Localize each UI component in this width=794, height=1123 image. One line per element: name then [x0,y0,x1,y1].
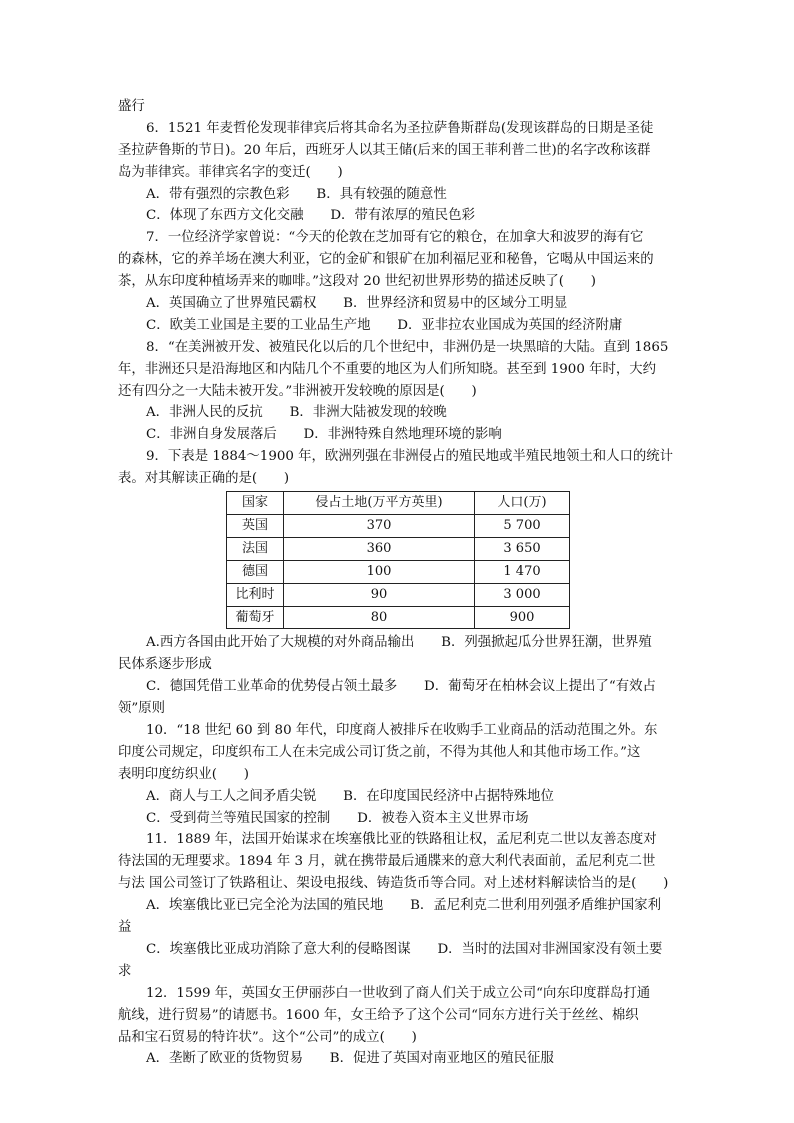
text-line: A．埃塞俄比亚已完全沦为法国的殖民地 B．孟尼利克二世利用列强矛盾维护国家利 [146,898,661,914]
text-line: 7．一位经济学家曾说：“今天的伦敦在芝加哥有它的粮仓，在加拿大和波罗的海有它 [146,230,644,246]
text-line: 的森林，它的养羊场在澳大利亚，它的金矿和银矿在加利福尼亚和秘鲁，它喝从中国运来的 [118,252,654,268]
table-cell: 1 470 [475,560,570,583]
header-country: 国家 [227,492,284,515]
text-line: C．欧美工业国是主要的工业品生产地 D．亚非拉农业国成为英国的经济附庸 [146,317,623,333]
text-line: 盛行 [118,99,145,114]
table-cell: 英国 [227,514,284,537]
table-cell: 5 700 [475,514,570,537]
table-cell: 80 [284,606,475,629]
text-line: C．埃塞俄比亚成功消除了意大利的侵略图谋 D．当时的法国对非洲国家没有领土要 [146,941,663,957]
table-cell: 比利时 [227,583,284,606]
text-line: 9．下表是 1884～1900 年，欧洲列强在非洲侵占的殖民地或半殖民地领土和人口的统计 [146,449,674,465]
text-line: 11．1889 年，法国开始谋求在埃塞俄比亚的铁路租让权，孟尼利克二世以友善态度对 [146,832,657,848]
table-row [227,583,570,606]
text-line: 还有四分之一大陆未被开发。”非洲被开发较晚的原因是( ) [118,383,477,399]
text-line: 待法国的无理要求。1894 年 3 月，就在携带最后通牒来的意大利代表面前，孟尼利克二世 [118,854,656,870]
table-cell: 葡萄牙 [227,606,284,629]
text-line: A．英国确立了世界殖民霸权 B．世界经济和贸易中的区域分工明显 [146,296,568,312]
table-cell: 90 [284,583,475,606]
text-line: 表明印度纺织业( ) [118,766,249,782]
text-line: 年，非洲还只是沿海地区和内陆几个不重要的地区为人们所知晓。甚至到 1900 年时，大约 [118,361,657,377]
text-line: 求 [118,963,132,979]
table-cell: 德国 [227,560,284,583]
text-line: C．非洲自身发展落后 D．非洲特殊自然地理环境的影响 [146,427,502,443]
text-line: 印度公司规定，印度织布工人在未完成公司订货之前，不得为其他人和其他市场工作。”这 [118,744,641,760]
table-header-row [227,492,570,515]
text-line: 品和宝石贸易的特许状”。这个“公司”的成立( ) [118,1029,417,1045]
text-line: 圣拉萨鲁斯的节日)。20 年后，西班牙人以其王储(后来的国王菲利普二世)的名字改称该群 [118,142,651,158]
table-body [227,514,570,629]
questions-9-to-12 [118,632,678,1070]
colonial-territory-table [226,491,570,629]
table-cell: 360 [284,537,475,560]
table-row [227,514,570,537]
text-line: A．垄断了欧亚的货物贸易 B．促进了英国对南亚地区的殖民征服 [146,1051,554,1067]
table-cell: 370 [284,514,475,537]
table-row [227,606,570,629]
text-line: A．非洲人民的反抗 B．非洲大陆被发现的较晚 [146,405,447,421]
questions-6-to-9 [118,96,678,490]
text-line: C．体现了东西方文化交融 D．带有浓厚的殖民色彩 [146,208,475,224]
text-line: 民体系逐步形成 [118,657,212,673]
text-line: 领”原则 [118,701,166,717]
table-cell: 3 000 [475,583,570,606]
header-territory: 侵占土地(万平方英里) [284,492,475,515]
text-line: A.西方各国由此开始了大规模的对外商品输出 B．列强掀起瓜分世界狂潮，世界殖 [146,635,652,651]
table-row [227,560,570,583]
table-cell: 3 650 [475,537,570,560]
text-line: 8．“在美洲被开发、被殖民化以后的几个世纪中，非洲仍是一块黑暗的大陆。直到 1865 [146,339,669,355]
text-line: 12．1599 年，英国女王伊丽莎白一世收到了商人们关于成立公司“向东印度群岛打通 [146,985,651,1001]
header-population: 人口(万) [475,492,570,515]
text-line: C．德国凭借工业革命的优势侵占领土最多 D．葡萄牙在柏林会议上提出了“有效占 [146,679,656,695]
text-line: 岛为菲律宾。菲律宾名字的变迁( ) [118,164,343,180]
text-line: A．商人与工人之间矛盾尖锐 B．在印度国民经济中占据特殊地位 [146,788,554,804]
text-line: A．带有强烈的宗教色彩 B．具有较强的随意性 [146,186,447,202]
table-cell: 法国 [227,537,284,560]
text-line: 表。对其解读正确的是( ) [118,471,290,487]
text-line: 与法 国公司签订了铁路租让、架设电报线、铸造货币等合同。对上述材料解读恰当的是( ) [118,876,669,892]
text-line: 益 [118,920,132,936]
table-cell: 100 [284,560,475,583]
text-line: 10．“18 世纪 60 到 80 年代，印度商人被排斥在收购手工业商品的活动范围之外。东 [146,723,658,739]
text-line: C．受到荷兰等殖民国家的控制 D．被卷入资本主义世界市场 [146,810,529,826]
table-row [227,537,570,560]
table-cell: 900 [475,606,570,629]
text-line: 航线，进行贸易”的请愿书。1600 年，女王给予了这个公司“同东方进行关于丝丝、棉织 [118,1007,639,1023]
text-line: 6．1521 年麦哲伦发现菲律宾后将其命名为圣拉萨鲁斯群岛(发现该群岛的日期是圣徒 [146,120,654,136]
text-line: 茶，从东印度种植场弄来的咖啡。”这段对 20 世纪初世界形势的描述反映了( ) [118,274,597,290]
exam-page [118,96,678,1070]
